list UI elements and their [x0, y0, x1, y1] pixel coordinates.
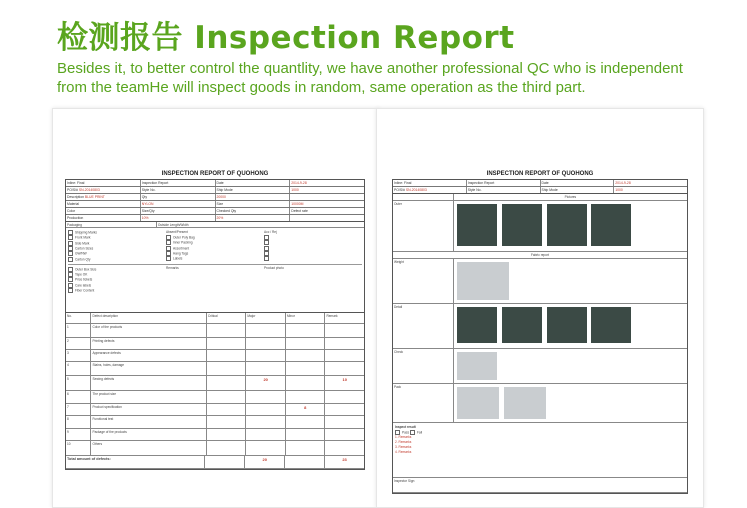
total-major: 20	[245, 456, 285, 468]
report-header-grid: Inline: Final Inspection Report Date 2014-9-28 PO/S/# SN-20140803 Style No. Ship Mode 1000	[392, 179, 688, 194]
fabric-section-label: Fabric report	[530, 252, 550, 257]
total-defects-label: Total amount of defects:	[66, 456, 205, 468]
scale-photo	[457, 262, 509, 300]
defect-count: 20	[246, 376, 286, 390]
inspection-report-page-right	[376, 108, 704, 508]
report-title: INSPECTION REPORT OF QUOHONG	[161, 171, 269, 177]
inspection-photo	[457, 352, 497, 380]
report-header-grid: Inline: Final Inspection Report Date 2014-9-28 PO/S/# SN-20140803 Style No. Ship Mode 1000 Description BLUE PRINT Qty 20000 Material NYLON Size 10000M Color Size/Qty Checked Qty Defect rate Production 10% 20%	[65, 179, 365, 222]
packaging-checklist: Packaging Outside Length/Width Shipping Marks Front Mark Side Mark Carton Sizes GW/NW Carton Qty Outer Box Size Tape OK Price tickets Care labels Fiber Content Absent/Present Outer Poly Bag Inner Packing Assortment Hang Tags Labels Remarks Acc / Rej Product photo	[65, 222, 365, 313]
inspection-photo	[502, 307, 542, 343]
report-title: INSPECTION REPORT OF QUOHONG	[486, 171, 594, 177]
page-title: 检测报告 Inspection Report	[57, 20, 515, 56]
inspection-photo	[547, 307, 587, 343]
inspection-report-page-left	[52, 108, 380, 508]
inspection-photo	[591, 204, 631, 246]
page-subtitle: Besides it, to better control the quantlity, we have another professional QC who is independent from the teamHe will inspect goods in random, same operation as the third part.	[57, 60, 683, 96]
defect-count: 10	[342, 376, 347, 382]
inspection-photo	[457, 387, 499, 419]
report-document	[392, 169, 688, 494]
inspection-photo	[547, 204, 587, 246]
defect-table: No. Defect description Critical Major Minor Remark 1 Color of the products 2 Printing defects 3 Appearance defects 4 Stains, holes, damage 5 Sewing defects 20 10 6 The product size 7 Product specification 8 8 Functional test 9 Package of the products 10 Others Total amount of defects: 20 23	[65, 313, 365, 470]
inspection-photo	[504, 387, 546, 419]
report-document	[65, 169, 365, 470]
photo-section: Pictures Outer Fabric report Weight Detail Check Pack Inspect result Pass Fail 1. Remarks 2. Remarks 3. Remarks 4. Remarks Inspector Sign	[392, 194, 688, 494]
inspection-photo	[457, 204, 497, 246]
total-minor: 23	[342, 456, 347, 462]
signature-label: Inspector Sign	[394, 478, 415, 483]
inspection-photo	[502, 204, 542, 246]
inspection-photo	[591, 307, 631, 343]
photos-label: Pictures	[564, 194, 577, 199]
inspect-result-label: Inspect result	[395, 425, 416, 429]
defect-count: 8	[286, 404, 326, 415]
inspection-photo	[457, 307, 497, 343]
